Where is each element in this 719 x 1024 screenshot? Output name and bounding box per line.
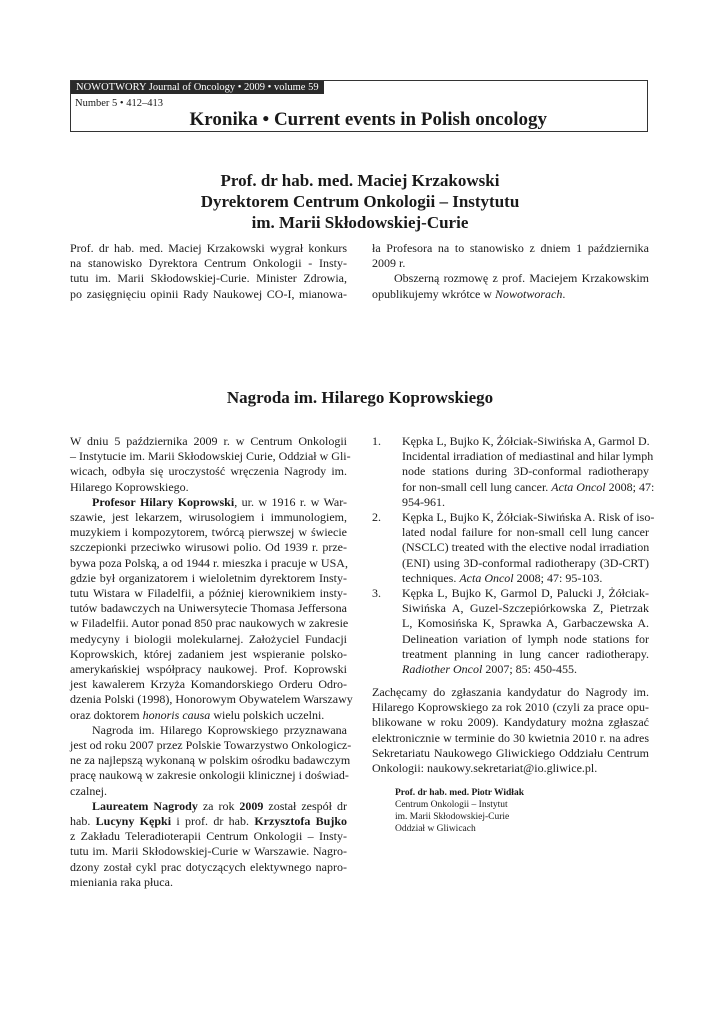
body-text: hab. — [70, 814, 96, 829]
body-line: ła Profesora na to stanowisko z dniem 1 października — [372, 241, 649, 255]
body-line: z Zakładu Teleradioterapii Centrum Onkologii – Insty- — [70, 829, 347, 844]
body-text: oraz doktorem — [70, 707, 143, 722]
body-line: Sekretariatu Naukowego Gliwickiego Oddziału Centrum — [372, 745, 649, 760]
reference-number: 1. — [372, 434, 381, 448]
author-name: Prof. dr hab. med. Piotr Widłak — [395, 788, 524, 798]
body-line: muzykiem i kompozytorem, twórcą pierwszej w świecie — [70, 525, 347, 540]
body-line: tutu Wistara w Filadelfii, a później kierownikiem insty- — [70, 586, 347, 601]
invitation-paragraph — [372, 685, 649, 776]
reference-line: Delineation variation of lymph node stations for — [402, 631, 649, 646]
article1-right-column — [372, 241, 649, 302]
bold-name: Lucyny Kępki — [95, 814, 172, 829]
body-line: Zachęcamy do zgłaszania kandydatur do Nagrody im. — [372, 685, 649, 699]
reference-line: 954-961. — [402, 494, 445, 509]
body-text: i prof. dr hab. — [171, 814, 255, 829]
body-line: Prof. dr hab. med. Maciej Krzakowski wygrał konkurs — [70, 241, 347, 255]
body-line: szczepionki przeciwko wirusowi polio. Od 1939 r. prze- — [70, 540, 347, 555]
author-affiliation-line: Centrum Onkologii – Instytut — [395, 800, 508, 810]
journal-header — [70, 80, 648, 132]
section-title — [190, 109, 547, 131]
journal-name-italic: Acta Oncol — [459, 570, 514, 585]
body-line: Hilarego Koprowskiego. — [70, 479, 189, 494]
body-line: jest kawalerem Krzyża Komandorskiego Orderu Odro- — [70, 677, 347, 692]
reference-line: treatment planning in lung cancer radiotherapy. — [402, 646, 649, 661]
body-text: , ur. w 1916 r. w War- — [234, 494, 347, 509]
body-line: blikowane w roku 2009). Kandydatury można zgłaszać — [372, 715, 649, 730]
journal-title-bar: NOWOTWORY Journal of Oncology • 2009 • volume 59 — [71, 81, 324, 94]
body-line: dzenia Polski (1998), Honorowym Obywatelem Warszawy — [70, 692, 353, 707]
body-line: medycyny i biologii molekularnej. Założyciel Fundacji — [70, 631, 347, 646]
reference-item — [372, 586, 649, 677]
article2-left-column — [70, 434, 353, 890]
body-text: for non-small cell lung cancer. — [402, 479, 552, 494]
reference-line: Incidental irradiation of mediastinal and hilar lymph — [402, 449, 654, 464]
reference-line: lated nodal failure for non-small cell lung cancer — [402, 525, 649, 540]
reference-line — [402, 479, 655, 495]
body-line: tutu im. Marii Skłodowskiej-Curie. Minister Zdrowia, — [70, 271, 347, 286]
body-line — [70, 799, 347, 814]
bold-name: Profesor Hilary Koprowski — [92, 494, 235, 509]
body-text: za rok — [197, 798, 240, 813]
body-line — [70, 495, 347, 510]
article1-left-column — [70, 241, 347, 302]
reference-line: L, Komosińska K, Sprawka A, Garbaczewska A. — [402, 616, 649, 631]
body-text: 2008; 47: 95-103. — [513, 570, 603, 585]
bold-text: Laureatem Nagrody — [92, 798, 198, 813]
body-line: czalnej. — [70, 783, 107, 798]
author-affiliation-line: Oddział w Gliwicach — [395, 824, 476, 834]
body-line: na stanowisko Dyrektora Centrum Onkologii - Insty- — [70, 256, 347, 271]
body-line: ne za najlepszą wykonaną w polskim ośrodku badawczym — [70, 753, 351, 768]
body-line: – Instytucie im. Marii Skłodowskiej Curie, Oddział w Gli- — [70, 449, 351, 464]
body-line: wicach, odbyła się uroczystość wręczenia Nagrody im. — [70, 464, 347, 479]
body-line: 2009 r. — [372, 256, 406, 271]
body-line: po zasięgnięciu opinii Rady Naukowej CO-I, mianowa- — [70, 286, 347, 301]
author-affiliation-line: im. Marii Skłodowskiej-Curie — [395, 812, 510, 822]
issue-number: Number 5 • 412–413 — [75, 98, 163, 109]
article-title-line: Prof. dr hab. med. Maciej Krzakowski — [220, 171, 500, 190]
reference-item — [372, 434, 655, 510]
body-line: pracę naukową w zakresie onkologii klinicznej i doświad- — [70, 768, 349, 783]
body-line — [372, 287, 649, 302]
journal-name-italic: Radiother Oncol — [402, 662, 483, 677]
bold-text: 2009 — [239, 798, 264, 813]
section-title-pl: Kronika — [189, 109, 258, 130]
section-title-separator: • — [262, 109, 270, 130]
body-line: elektronicznie w terminie do 30 kwietnia 2010 r. na adres — [372, 730, 649, 745]
body-text: wielu polskich uczelni. — [210, 707, 325, 722]
article-title-line: Dyrektorem Centrum Onkologii – Instytutu — [200, 192, 520, 211]
journal-name-italic: Nowotworach — [494, 286, 563, 301]
reference-number: 2. — [372, 510, 381, 525]
body-line: dzony został cykl prac dotyczących elektywnego napro- — [70, 859, 347, 874]
body-line: w Filadelfii. Autor ponad 850 prac naukowych w zakresie — [70, 616, 349, 631]
body-line: amerykańskiej współpracy naukowej. Prof. Koprowski — [70, 662, 347, 677]
reference-number: 3. — [372, 586, 381, 601]
body-line — [70, 814, 347, 829]
body-text: . — [562, 286, 566, 301]
reference-line: (ENI) using 3D-conformal radiotherapy (3D-CRT) — [402, 555, 649, 570]
reference-line: Kępka L, Bujko K, Żółciak-Siwińska A. Risk of iso- — [402, 510, 655, 525]
body-line: Onkologii: naukowy.sekretariat@io.gliwice.pl. — [372, 761, 598, 776]
body-text: 2008; 47: — [605, 479, 655, 494]
body-line: tutów badawczych na Uniwersytecie Thomasa Jeffersona — [70, 601, 347, 616]
journal-name-italic: Acta Oncol — [551, 479, 606, 494]
reference-line: Siwińska A, Guzel-Szczepiórkowska Z, Pietrzak — [402, 601, 649, 616]
body-line: szawie, jest lekarzem, wirusologiem i immunologiem, — [70, 510, 347, 525]
article-title — [120, 170, 600, 233]
body-line: Nagroda im. Hilarego Koprowskiego przyznawana — [92, 722, 347, 737]
body-line: jest od roku 2007 przez Polskie Towarzystwo Onkologicz- — [70, 738, 352, 753]
body-text: opublikujemy wkrótce w — [372, 286, 495, 301]
reference-line: (NSCLC) treated with the elective nodal irradiation — [402, 540, 650, 555]
author-signature — [395, 787, 524, 835]
body-text: techniques. — [402, 570, 460, 585]
body-line: mieniania raka płuca. — [70, 874, 173, 889]
body-line: Obszerną rozmowę z prof. Maciejem Krzakowskim — [394, 271, 649, 286]
section-title-en: Current events in Polish oncology — [273, 109, 547, 130]
body-line: bywa poza Polską, a od 1944 r. mieszka i pracuje w USA, — [70, 555, 348, 570]
reference-line: node stations during 3D-conformal radiotherapy — [402, 464, 649, 479]
italic-text: honoris causa — [142, 707, 211, 722]
reference-line: Kępka L, Bujko K, Żółciak-Siwińska A, Garmol D. — [402, 434, 650, 448]
article2-title: Nagroda im. Hilarego Koprowskiego — [226, 388, 494, 407]
body-line: gdzie był organizatorem i wieloletnim dyrektorem Insty- — [70, 570, 347, 585]
body-line: Hilarego Koprowskiego za rok 2010 (czyli za prace opu- — [372, 700, 649, 715]
bold-name: Krzysztofa Bujko — [254, 814, 347, 829]
body-line: tutu im. Marii Skłodowskiej-Curie w Warszawie. Nagro- — [70, 844, 347, 859]
article-title-line: im. Marii Skłodowskiej-Curie — [251, 213, 469, 232]
reference-item — [372, 510, 655, 586]
body-line: Koprowskich, której zadaniem jest wspieranie polsko- — [70, 646, 347, 661]
reference-line — [402, 662, 649, 677]
body-text: 2007; 85: 450-455. — [482, 662, 577, 677]
reference-line: Kępka L, Bujko K, Garmol D, Palucki J, Żółciak- — [402, 586, 649, 601]
body-text: został zespół dr — [263, 798, 347, 813]
references-list — [372, 434, 655, 677]
reference-line — [402, 571, 649, 586]
body-line — [70, 708, 347, 723]
body-line: W dniu 5 października 2009 r. w Centrum Onkologii — [70, 434, 347, 448]
